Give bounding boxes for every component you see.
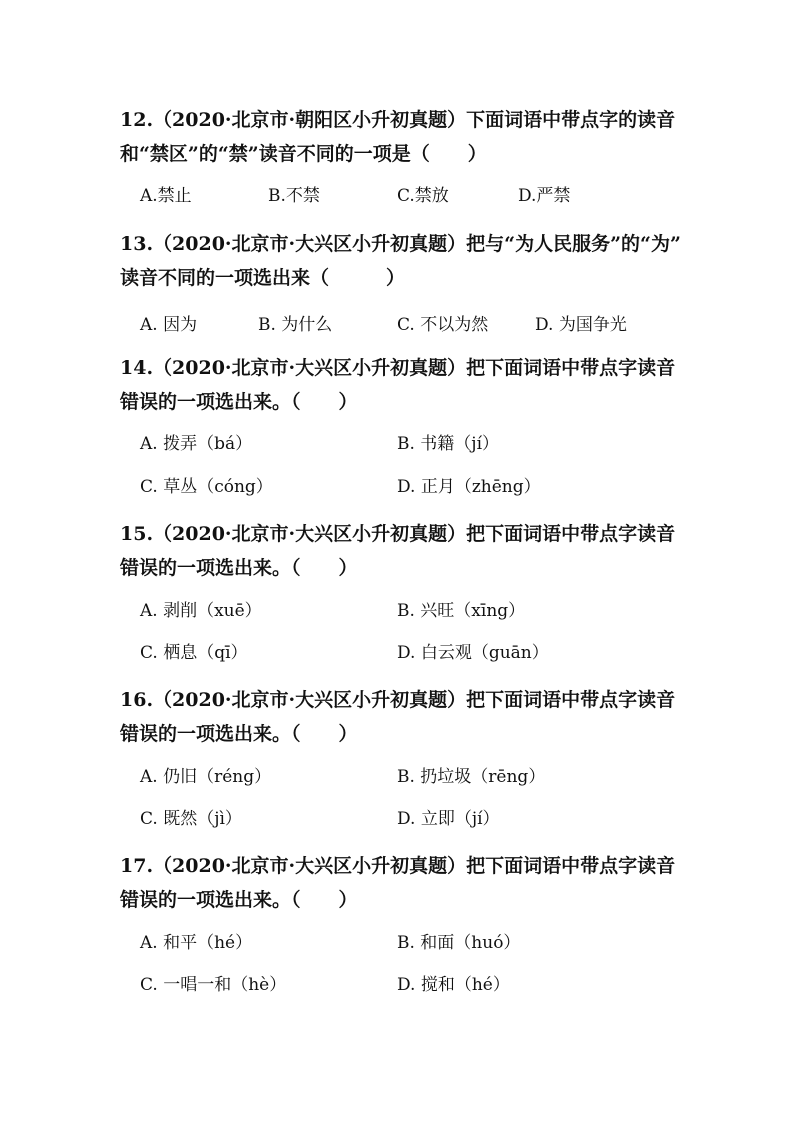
- question-17-option-a: A. 和平（hé）: [140, 933, 253, 953]
- question-14-option-c: C. 草丛（cóng）: [140, 477, 273, 497]
- question-16-option-d: D. 立即（jí）: [397, 809, 500, 829]
- question-17-option-b: B. 和面（huó）: [397, 933, 521, 953]
- question-17-option-c: C. 一唱一和（hè）: [140, 975, 287, 995]
- question-14-line-1: 14.（2020·北京市·大兴区小升初真题）把下面词语中带点字读音: [120, 357, 676, 379]
- question-12-option-a: A.禁止: [140, 186, 192, 206]
- question-13-option-c: C. 不以为然: [397, 315, 489, 335]
- question-16-line-2: 错误的一项选出来。（ ）: [120, 723, 358, 745]
- question-17-line-2: 错误的一项选出来。（ ）: [120, 889, 358, 911]
- question-17-line-1: 17.（2020·北京市·大兴区小升初真题）把下面词语中带点字读音: [120, 855, 676, 877]
- question-17-option-d: D. 搅和（hé）: [397, 975, 510, 995]
- question-16-option-a: A. 仍旧（réng）: [140, 767, 272, 787]
- question-15-option-c: C. 栖息（qī）: [140, 643, 248, 663]
- question-12-option-d: D.严禁: [518, 186, 571, 206]
- question-16-option-c: C. 既然（jì）: [140, 809, 242, 829]
- question-16-option-b: B. 扔垃圾（rēng）: [397, 767, 546, 787]
- question-14-option-d: D. 正月（zhēng）: [397, 477, 541, 497]
- question-15-option-d: D. 白云观（guān）: [397, 643, 549, 663]
- question-14-option-a: A. 拨弄（bá）: [140, 434, 253, 454]
- question-15-option-b: B. 兴旺（xīng）: [397, 601, 526, 621]
- question-13-line-2: 读音不同的一项选出来（ ）: [120, 267, 406, 289]
- question-12-line-1: 12.（2020·北京市·朝阳区小升初真题）下面词语中带点字的读音: [120, 109, 676, 131]
- question-16-line-1: 16.（2020·北京市·大兴区小升初真题）把下面词语中带点字读音: [120, 689, 676, 711]
- question-13-option-d: D. 为国争光: [535, 315, 627, 335]
- question-13-option-b: B. 为什么: [258, 315, 333, 335]
- question-15-option-a: A. 剥削（xuē）: [140, 601, 262, 621]
- question-12-option-b: B.不禁: [268, 186, 320, 206]
- question-15-line-1: 15.（2020·北京市·大兴区小升初真题）把下面词语中带点字读音: [120, 523, 676, 545]
- question-12-line-2: 和“禁区”的“禁”读音不同的一项是（ ）: [120, 143, 487, 165]
- question-12-option-c: C.禁放: [397, 186, 449, 206]
- question-14-line-2: 错误的一项选出来。（ ）: [120, 391, 358, 413]
- question-15-line-2: 错误的一项选出来。（ ）: [120, 557, 358, 579]
- question-14-option-b: B. 书籍（jí）: [397, 434, 500, 454]
- question-13-option-a: A. 因为: [140, 315, 198, 335]
- question-13-line-1: 13.（2020·北京市·大兴区小升初真题）把与“为人民服务”的“为”: [120, 233, 681, 255]
